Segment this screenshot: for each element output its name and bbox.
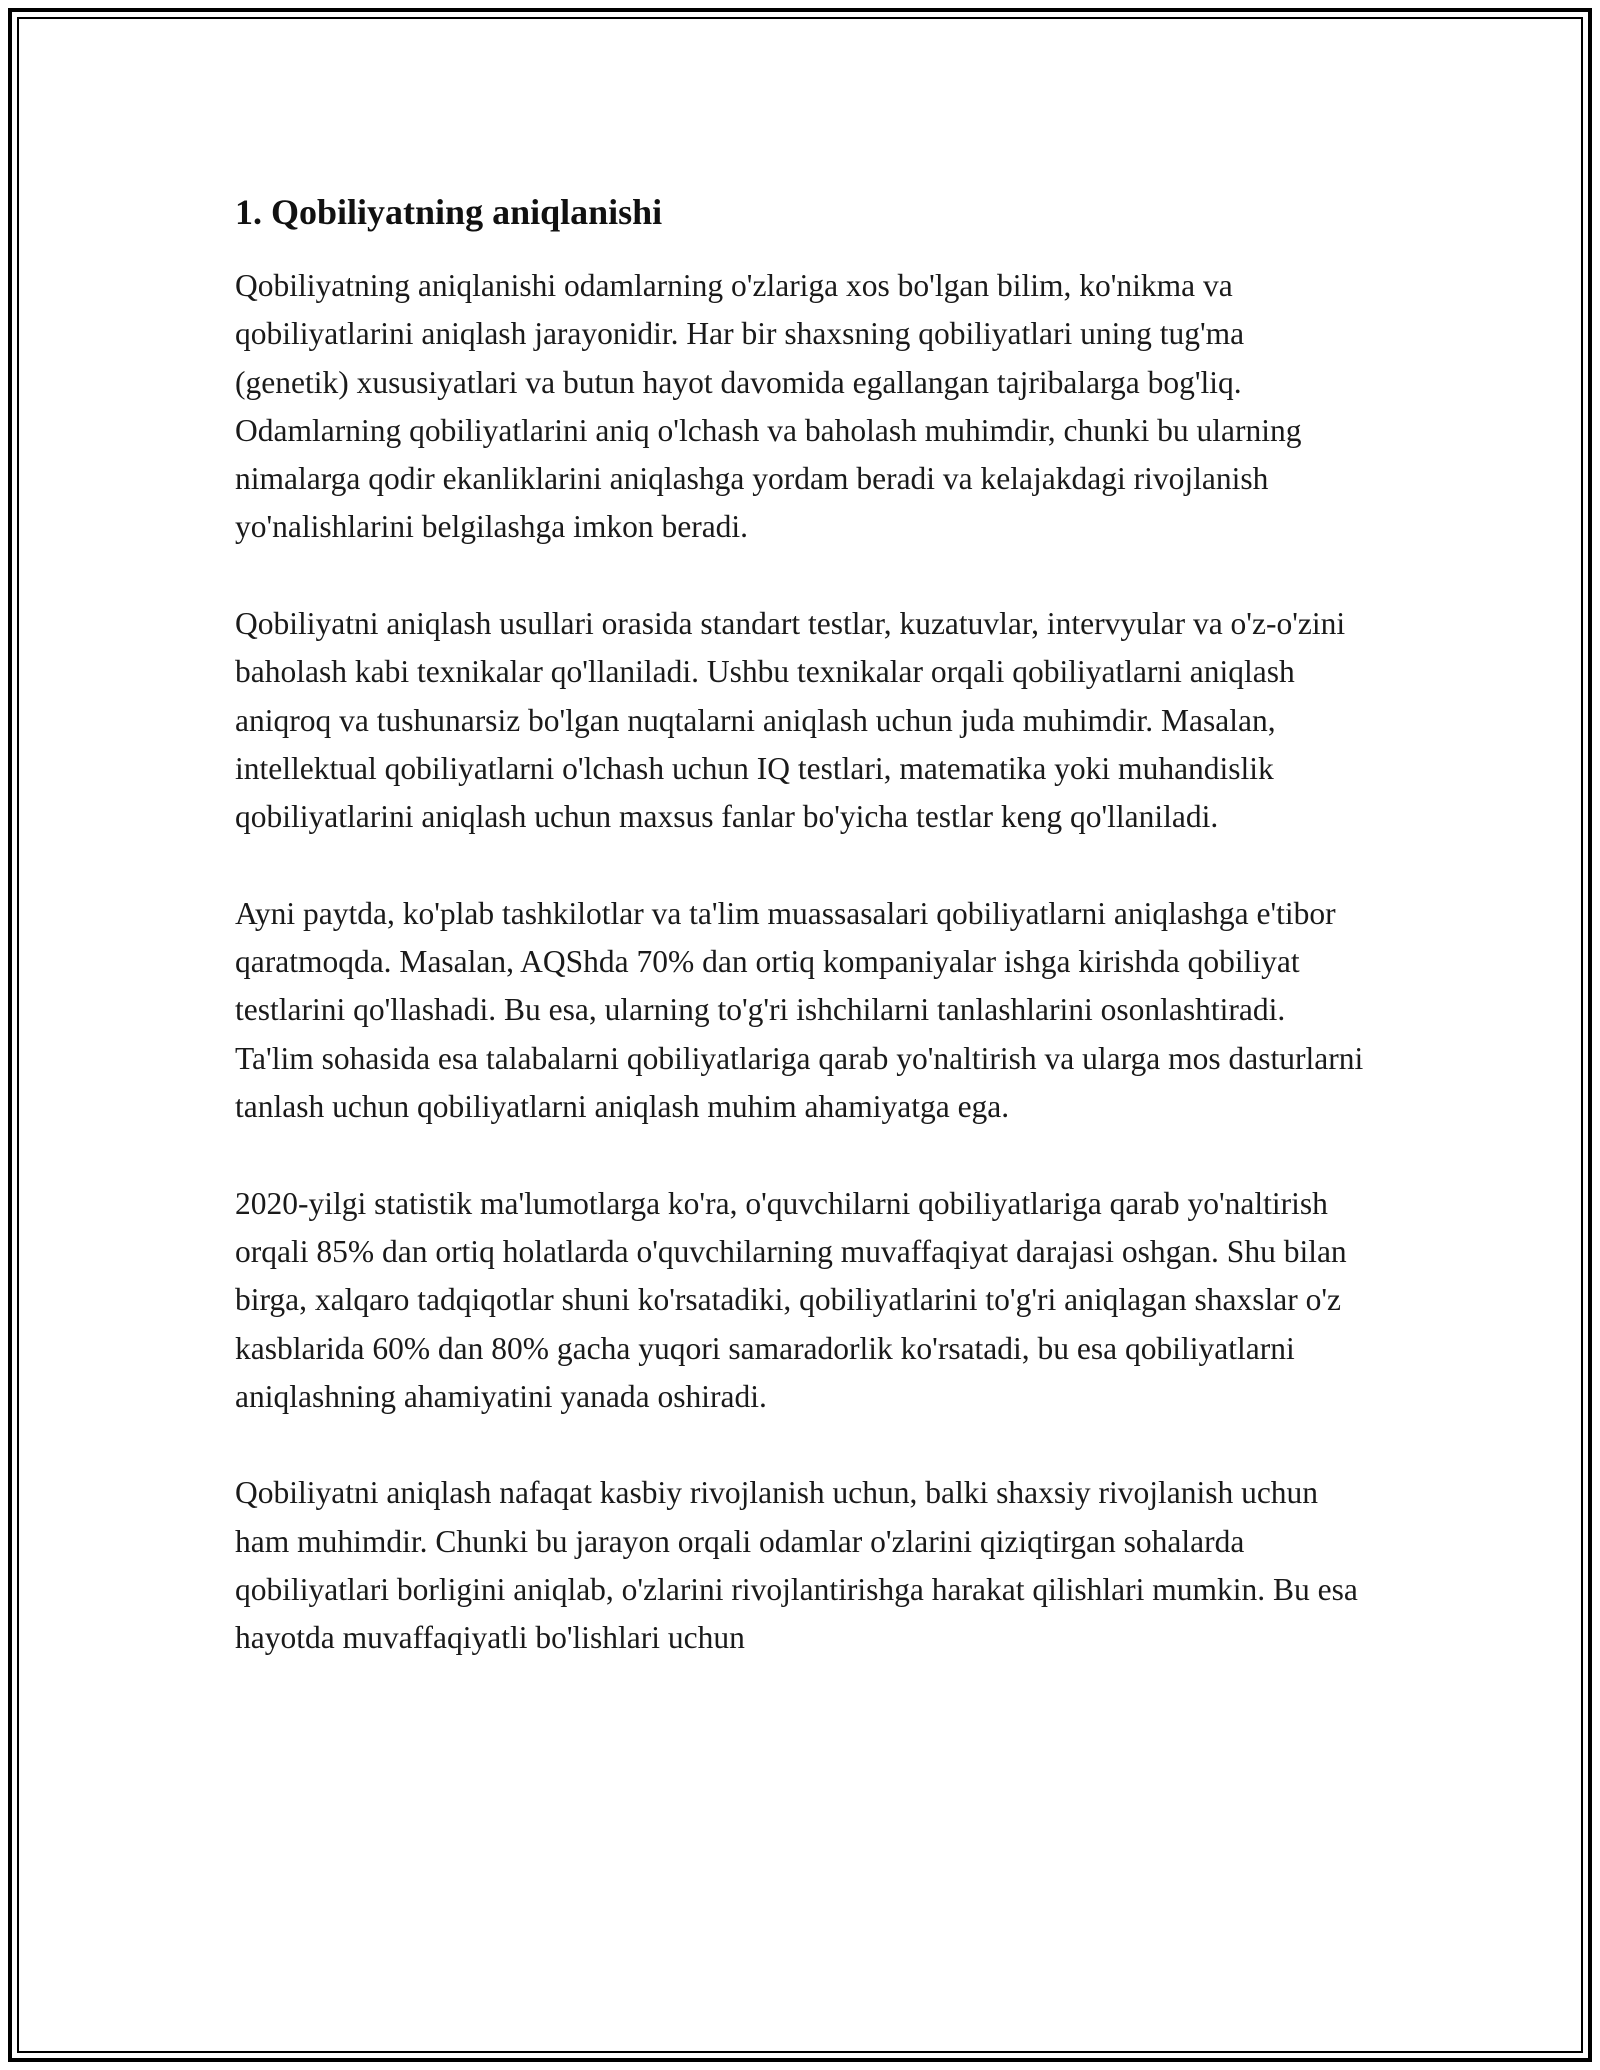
paragraph-1: Qobiliyatning aniqlanishi odamlarning o'zlariga xos bo'lgan bilim, ko'nikma va qobiliyatlarini aniqlash jarayonidir. Har bir shaxsning qobiliyatlari uning tug'ma (genetik) xususiyatlari va butun hayot davomida egallangan tajribalarga bog'liq. Odamlarning qobiliyatlarini aniq o'lchash va baholash muhimdir, chunki bu ularning nimalarga qodir ekanliklarini aniqlashga yordam beradi va kelajakdagi rivojlanish yo'nalishlarini belgilashga imkon beradi.: [235, 268, 1302, 545]
paragraph-2: Qobiliyatni aniqlash usullari orasida standart testlar, kuzatuvlar, intervyular va o'z-o'zini baholash kabi texnikalar qo'llaniladi. Ushbu texnikalar orqali qobiliyatlarni aniqlash aniqroq va tushunarsiz bo'lgan nuqtalarni aniqlash uchun juda muhimdir. Masalan, intellektual qobiliyatlarni o'lchash uchun IQ testlari, matematika yoki muhandislik qobiliyatlarini aniqlash uchun maxsus fanlar bo'yicha testlar keng qo'llaniladi.: [235, 606, 1346, 835]
paragraph-5: Qobiliyatni aniqlash nafaqat kasbiy rivojlanish uchun, balki shaxsiy rivojlanish uchun ham muhimdir. Chunki bu jarayon orqali odamlar o'zlarini qiziqtirgan sohalarda qobiliyatlari borligini aniqlab, o'zlarini rivojlantirishga harakat qilishlari mumkin. Bu esa hayotda muvaffaqiyatli bo'lishlari uchun: [235, 1475, 1358, 1656]
paragraph-4: 2020-yilgi statistik ma'lumotlarga ko'ra, o'quvchilarni qobiliyatlariga qarab yo'naltirish orqali 85% dan ortiq holatlarda o'quvchilarning muvaffaqiyat darajasi oshgan. Shu bilan birga, xalqaro tadqiqotlar shuni ko'rsatadiki, qobiliyatlarini to'g'ri aniqlagan shaxslar o'z kasblarida 60% dan 80% gacha yuqori samaradorlik ko'rsatadi, bu esa qobiliyatlarni aniqlashning ahamiyatini yanada oshiradi.: [235, 1185, 1347, 1414]
section-heading: 1. Qobiliyatning aniqlanishi: [235, 192, 663, 232]
document-body: [235, 188, 1365, 1663]
paragraph-3: Ayni paytda, ko'plab tashkilotlar va ta'lim muassasalari qobiliyatlarni aniqlashga e'tibor qaratmoqda. Masalan, AQShda 70% dan ortiq kompaniyalar ishga kirishda qobiliyat testlarini qo'llashadi. Bu esa, ularning to'g'ri ishchilarni tanlashlarini osonlashtiradi. Ta'lim sohasida esa talabalarni qobiliyatlariga qarab yo'naltirish va ularga mos dasturlarni tanlash uchun qobiliyatlarni aniqlash muhim ahamiyatga ega.: [235, 895, 1364, 1125]
